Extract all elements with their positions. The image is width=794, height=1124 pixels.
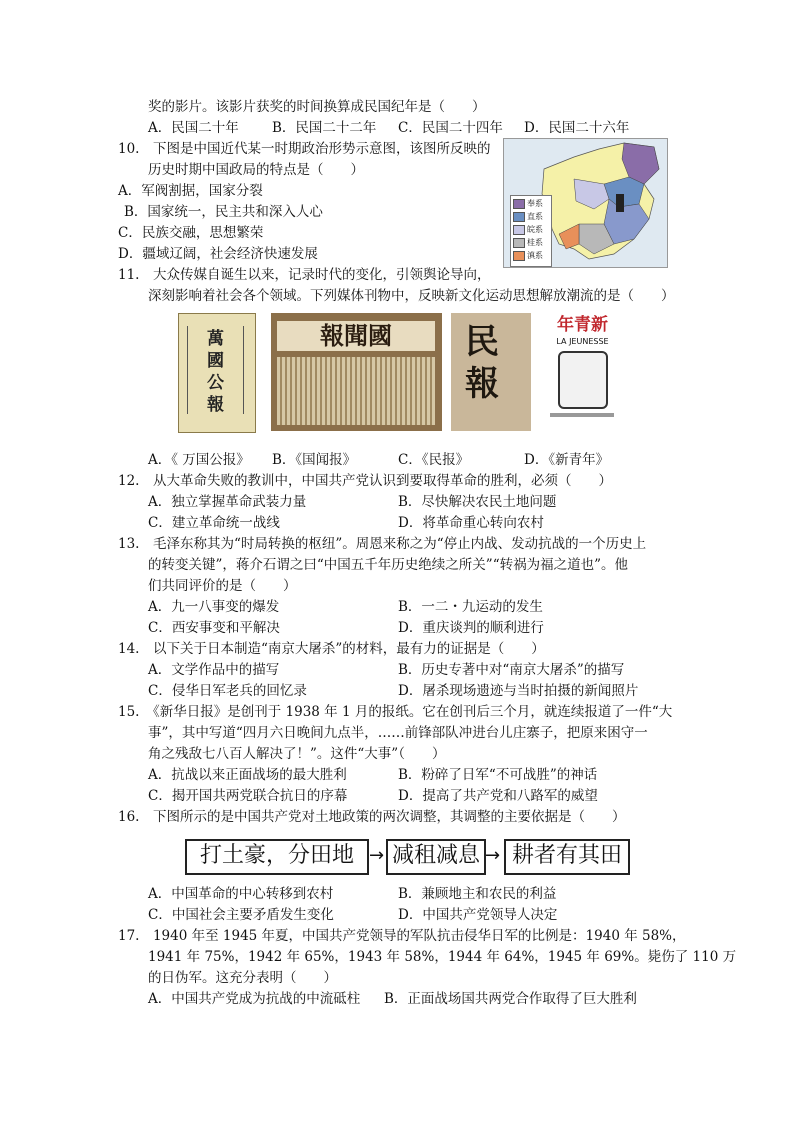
legend-item-guixi: 桂系 [513,237,549,249]
q17-stem-line1: 17. 1940 年至 1945 年夏，中国共产党领导的军队抗击侵华日军的比例是：1940 年 58%， [118,928,686,944]
q17-option-a[interactable]: A．中国共产党成为抗战的中流砥柱 [148,991,361,1007]
q15-stem-line3: 角之残敌七八百人解决了！”。这件“大事”（ ） [148,746,446,762]
q14-option-b[interactable]: B．历史专著中对“南京大屠杀”的描写 [398,662,625,678]
q16-option-d[interactable]: D．中国共产党领导人决定 [398,907,558,923]
paper4-subtitle: LA JEUNESSE [556,337,609,346]
q13-stem-line2: 的转变关键”，蒋介石谓之曰“中国五千年历史绝续之所关”“转祸为福之道也”。他 [148,557,629,573]
q10-option-b[interactable]: B．国家统一，民主共和深入人心 [124,204,323,220]
flow-arrow-1-icon: → [369,845,385,866]
q10-option-d[interactable]: D．疆域辽阔，社会经济快速发展 [118,246,318,262]
q16-stem: 16. 下图所示的是中国共产党对土地政策的两次调整，其调整的主要依据是（ ） [118,809,626,825]
q15-option-b[interactable]: B．粉碎了日军“不可战胜”的神话 [398,767,598,783]
q11-option-c[interactable]: C．《民报》 [398,452,470,468]
xin-qingnian-image [540,313,625,431]
q10-stem-line1: 10. 下图是中国近代某一时期政治形势示意图，该图所反映的 [118,141,491,157]
q12-option-a[interactable]: A．独立掌握革命武装力量 [148,494,307,510]
q14-stem: 14. 以下关于日本制造“南京大屠杀”的材料，最有力的证据是（ ） [118,641,545,657]
q15-stem-line2: 事”，其中写道“四月六日晚间九点半，……前锋部队冲进台儿庄寨子，把原来困守一 [148,725,648,741]
q17-stem-line3: 的日伪军。这充分表明（ ） [148,970,337,986]
q12-option-d[interactable]: D．将革命重心转向农村 [398,515,544,531]
paper1-title: 萬國公報 [207,329,224,415]
q17-stem-line2: 1941 年 75%，1942 年 65%，1943 年 58%，1944 年 64%，1945 年 69%。毙伤了 110 万 [148,949,737,965]
q12-option-b[interactable]: B．尽快解决农民土地问题 [398,494,557,510]
q13-option-d[interactable]: D．重庆谈判的顺利进行 [398,620,544,636]
paper4-title: 年青新 [557,315,608,335]
q15-option-a[interactable]: A．抗战以来正面战场的最大胜利 [148,767,347,783]
q13-option-b[interactable]: B．一二・九运动的发生 [398,599,543,615]
flow-box-3: 耕者有其田 [504,839,630,875]
q16-option-a[interactable]: A．中国革命的中心转移到农村 [148,886,334,902]
q9-option-d[interactable]: D．民国二十六年 [524,120,630,136]
q11-option-b[interactable]: B．《国闻报》 [272,452,357,468]
q15-option-c[interactable]: C．揭开国共两党联合抗日的序幕 [148,788,348,804]
q10-stem-line2: 历史时期中国政局的特点是（ ） [148,162,364,178]
flow-arrow-2-icon: → [485,845,501,866]
q11-option-d[interactable]: D．《新青年》 [524,452,610,468]
q13-stem-line3: 们共同评价的是（ ） [148,578,297,594]
q9-stem: 奖的影片。该影片获奖的时间换算成民国纪年是（ ） [148,99,486,115]
q12-option-c[interactable]: C．建立革命统一战线 [148,515,280,531]
guowen-bao-image [271,313,442,431]
q17-option-b[interactable]: B．正面战场国共两党合作取得了巨大胜利 [384,991,637,1007]
q13-option-a[interactable]: A．九一八事变的爆发 [148,599,280,615]
q13-option-c[interactable]: C．西安事变和平解决 [148,620,280,636]
q13-stem-line1: 13. 毛泽东称其为“时局转换的枢纽”。周恩来称之为“停止内战、发动抗战的一个历史上 [118,536,647,552]
q14-option-a[interactable]: A．文学作品中的描写 [148,662,280,678]
q15-option-d[interactable]: D．提高了共产党和八路军的威望 [398,788,598,804]
paper3-title: 民報 [465,322,499,404]
legend-item-dianxi: 滇系 [513,250,549,262]
legend-item-fengxi: 奉系 [513,198,549,210]
q9-option-c[interactable]: C．民国二十四年 [398,120,503,136]
legend-item-wanxi: 皖系 [513,224,549,236]
flow-box-1: 打土豪，分田地 [185,839,369,875]
q16-option-b[interactable]: B．兼顾地主和农民的利益 [398,886,557,902]
q10-option-c[interactable]: C．民族交融，思想繁荣 [118,225,264,241]
q14-option-d[interactable]: D．屠杀现场遗迹与当时拍摄的新闻照片 [398,683,639,699]
q16-option-c[interactable]: C．中国社会主要矛盾发生变化 [148,907,334,923]
q9-option-b[interactable]: B．民国二十二年 [272,120,377,136]
wanguo-gongbao-image [178,313,256,433]
warlord-map-image [503,138,668,268]
q9-option-a[interactable]: A．民国二十年 [148,120,239,136]
q10-option-a[interactable]: A．军阀割据，国家分裂 [118,183,263,199]
q15-stem-line1: 15. 《新华日报》是创刊于 1938 年 1 月的报纸。它在创刊后三个月，就连续报道了一件“大 [118,704,673,720]
q12-stem: 12. 从大革命失败的教训中，中国共产党认识到要取得革命的胜利，必须（ ） [118,473,612,489]
q11-stem-line2: 深刻影响着社会各个领域。下列媒体刊物中，反映新文化运动思想解放潮流的是（ ） [148,288,675,304]
q11-stem-line1: 11. 大众传媒自诞生以来，记录时代的变化，引领舆论导向， [118,267,491,283]
q14-option-c[interactable]: C．侵华日军老兵的回忆录 [148,683,307,699]
flow-box-2: 减租减息 [386,839,486,875]
min-bao-image [451,313,531,431]
paper2-title: 報聞國 [277,321,435,351]
legend-item-zhixi: 直系 [513,211,549,223]
q11-option-a[interactable]: A．《 万国公报》 [148,452,250,468]
map-legend [510,195,552,267]
